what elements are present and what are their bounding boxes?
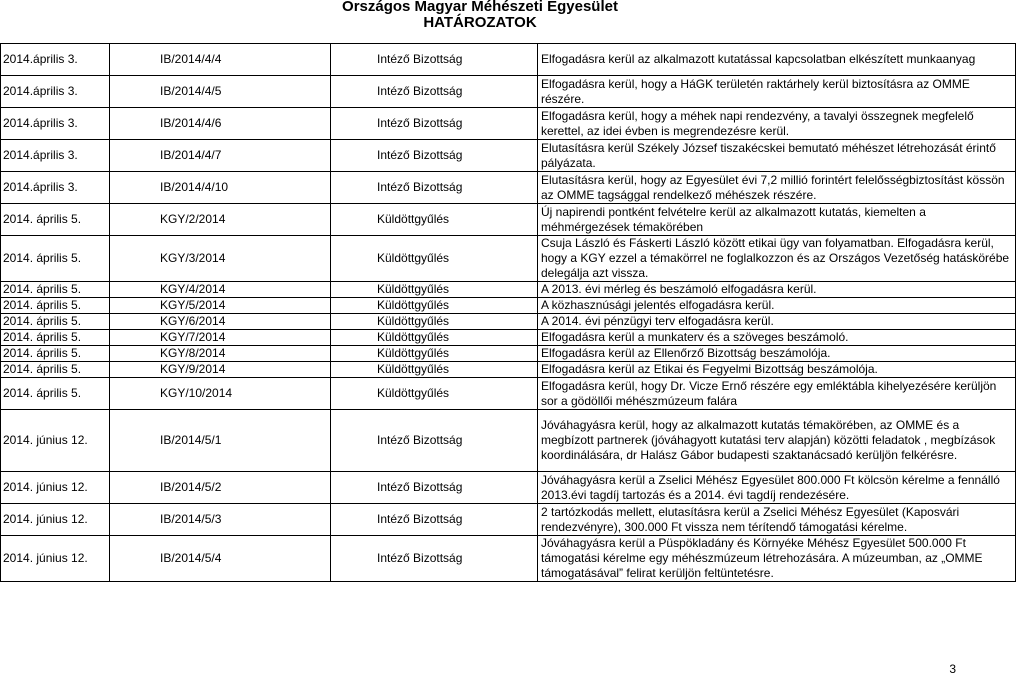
table-row xyxy=(1,236,1016,282)
resolution-id-cell: KGY/6/2014 xyxy=(110,314,331,330)
page-number: 3 xyxy=(949,662,956,676)
organization-title: Országos Magyar Méhészeti Egyesület xyxy=(342,0,618,15)
body-cell: Küldöttgyűlés xyxy=(331,298,538,314)
resolution-text-cell: A 2013. évi mérleg és beszámoló elfogadásra kerül. xyxy=(538,282,1016,298)
resolution-id-cell: KGY/10/2014 xyxy=(110,378,331,410)
resolution-text-cell: Elfogadásra kerül, hogy a HáGK területén raktárhely kerül biztosításra az OMME részére. xyxy=(538,76,1016,108)
resolution-text-cell: Elfogadásra kerül, hogy a méhek napi rendezvény, a tavalyi összegnek megfelelő kerettel, az idei évben is megrendezésre kerül. xyxy=(538,108,1016,140)
body-cell: Küldöttgyűlés xyxy=(331,378,538,410)
date-cell: 2014. április 5. xyxy=(1,236,110,282)
body-cell: Intéző Bizottság xyxy=(331,140,538,172)
resolutions-table xyxy=(0,43,1016,582)
resolution-id-cell: IB/2014/4/4 xyxy=(110,44,331,76)
date-cell: 2014. június 12. xyxy=(1,410,110,472)
resolution-text-cell: Elfogadásra kerül az Ellenőrző Bizottság beszámolója. xyxy=(538,346,1016,362)
body-cell: Intéző Bizottság xyxy=(331,44,538,76)
resolution-id-cell: IB/2014/5/2 xyxy=(110,472,331,504)
date-cell: 2014. április 5. xyxy=(1,362,110,378)
date-cell: 2014. április 5. xyxy=(1,346,110,362)
resolution-id-cell: KGY/2/2014 xyxy=(110,204,331,236)
body-cell: Küldöttgyűlés xyxy=(331,236,538,282)
resolution-text-cell: Elutasításra kerül, hogy az Egyesület évi 7,2 millió forintért felelősségbiztosítást kössön az OMME tagsággal rendelkező méhészek részére. xyxy=(538,172,1016,204)
table-row xyxy=(1,378,1016,410)
body-cell: Küldöttgyűlés xyxy=(331,346,538,362)
resolution-text-cell: Elfogadásra kerül az alkalmazott kutatással kapcsolatban elkészített munkaanyag xyxy=(538,44,1016,76)
body-cell: Küldöttgyűlés xyxy=(331,330,538,346)
document-title: HATÁROZATOK xyxy=(423,14,537,31)
resolution-text-cell: Elfogadásra kerül az Etikai és Fegyelmi Bizottság beszámolója. xyxy=(538,362,1016,378)
table-row xyxy=(1,172,1016,204)
table-row xyxy=(1,204,1016,236)
date-cell: 2014.április 3. xyxy=(1,44,110,76)
date-cell: 2014. április 5. xyxy=(1,314,110,330)
body-cell: Küldöttgyűlés xyxy=(331,204,538,236)
date-cell: 2014. április 5. xyxy=(1,330,110,346)
date-cell: 2014. június 12. xyxy=(1,504,110,536)
resolution-id-cell: IB/2014/4/7 xyxy=(110,140,331,172)
resolution-id-cell: KGY/9/2014 xyxy=(110,362,331,378)
table-row xyxy=(1,410,1016,472)
date-cell: 2014. április 5. xyxy=(1,282,110,298)
body-cell: Küldöttgyűlés xyxy=(331,362,538,378)
body-cell: Intéző Bizottság xyxy=(331,76,538,108)
table-row xyxy=(1,282,1016,298)
table-row xyxy=(1,44,1016,76)
body-cell: Intéző Bizottság xyxy=(331,504,538,536)
resolution-id-cell: KGY/7/2014 xyxy=(110,330,331,346)
date-cell: 2014.április 3. xyxy=(1,140,110,172)
body-cell: Intéző Bizottság xyxy=(331,410,538,472)
table-row xyxy=(1,472,1016,504)
resolution-id-cell: IB/2014/5/3 xyxy=(110,504,331,536)
resolution-id-cell: IB/2014/5/1 xyxy=(110,410,331,472)
date-cell: 2014. április 5. xyxy=(1,204,110,236)
body-cell: Intéző Bizottság xyxy=(331,472,538,504)
resolution-id-cell: KGY/3/2014 xyxy=(110,236,331,282)
resolution-text-cell: Jóváhagyásra kerül a Zselici Méhész Egyesület 800.000 Ft kölcsön kérelme a fennálló 2013.évi tagdíj tartozás és a 2014. évi tagdíj rendezésére. xyxy=(538,472,1016,504)
date-cell: 2014. június 12. xyxy=(1,536,110,582)
table-row xyxy=(1,108,1016,140)
table-row xyxy=(1,76,1016,108)
resolution-id-cell: IB/2014/4/5 xyxy=(110,76,331,108)
date-cell: 2014.április 3. xyxy=(1,76,110,108)
resolution-text-cell: A 2014. évi pénzügyi terv elfogadásra kerül. xyxy=(538,314,1016,330)
body-cell: Intéző Bizottság xyxy=(331,536,538,582)
date-cell: 2014.április 3. xyxy=(1,108,110,140)
body-cell: Küldöttgyűlés xyxy=(331,314,538,330)
resolution-text-cell: Jóváhagyásra kerül a Püspökladány és Környéke Méhész Egyesület 500.000 Ft támogatási kérelme egy méhészmúzeum létrehozására. A múzeumban, az „OMME támogatásával” felirat kerüljön feltüntetésre. xyxy=(538,536,1016,582)
resolution-id-cell: IB/2014/5/4 xyxy=(110,536,331,582)
table-row xyxy=(1,536,1016,582)
resolution-text-cell: 2 tartózkodás mellett, elutasításra kerül a Zselici Méhész Egyesület (Kaposvári rendezvényre), 300.000 Ft vissza nem térítendő támogatási kérelme. xyxy=(538,504,1016,536)
date-cell: 2014. április 5. xyxy=(1,298,110,314)
resolution-text-cell: A közhasznúsági jelentés elfogadásra kerül. xyxy=(538,298,1016,314)
resolution-text-cell: Elutasításra kerül Székely József tiszakécskei bemutató méhészet létrehozását érintő pályázata. xyxy=(538,140,1016,172)
resolution-text-cell: Csuja László és Fáskerti László között etikai ügy van folyamatban. Elfogadásra kerül, hogy a KGY ezzel a témakörrel ne foglalkozzon és az Országos Vezetőség hatáskörébe delegálja azt vissza. xyxy=(538,236,1016,282)
table-row xyxy=(1,140,1016,172)
resolution-id-cell: IB/2014/4/10 xyxy=(110,172,331,204)
resolution-text-cell: Jóváhagyásra kerül, hogy az alkalmazott kutatás témakörében, az OMME és a megbízott partnerek (jóváhagyott kutatási terv alapján) közötti feladatok , megbízások koordinálására, dr Halász Gábor budapesti szaktanácsadó kerüljön felkérésre. xyxy=(538,410,1016,472)
table-row xyxy=(1,346,1016,362)
table-row xyxy=(1,314,1016,330)
table-row xyxy=(1,362,1016,378)
resolution-id-cell: IB/2014/4/6 xyxy=(110,108,331,140)
body-cell: Intéző Bizottság xyxy=(331,172,538,204)
date-cell: 2014.április 3. xyxy=(1,172,110,204)
resolution-id-cell: KGY/8/2014 xyxy=(110,346,331,362)
body-cell: Küldöttgyűlés xyxy=(331,282,538,298)
date-cell: 2014. június 12. xyxy=(1,472,110,504)
resolution-text-cell: Új napirendi pontként felvételre kerül az alkalmazott kutatás, kiemelten a méhmérgezések témakörében xyxy=(538,204,1016,236)
resolution-id-cell: KGY/4/2014 xyxy=(110,282,331,298)
resolution-text-cell: Elfogadásra kerül a munkaterv és a szöveges beszámoló. xyxy=(538,330,1016,346)
body-cell: Intéző Bizottság xyxy=(331,108,538,140)
date-cell: 2014. április 5. xyxy=(1,378,110,410)
resolution-id-cell: KGY/5/2014 xyxy=(110,298,331,314)
table-row xyxy=(1,298,1016,314)
table-row xyxy=(1,504,1016,536)
resolution-text-cell: Elfogadásra kerül, hogy Dr. Vicze Ernő részére egy emléktábla kihelyezésére kerüljön sor a gödöllői méhészmúzeum falára xyxy=(538,378,1016,410)
table-row xyxy=(1,330,1016,346)
